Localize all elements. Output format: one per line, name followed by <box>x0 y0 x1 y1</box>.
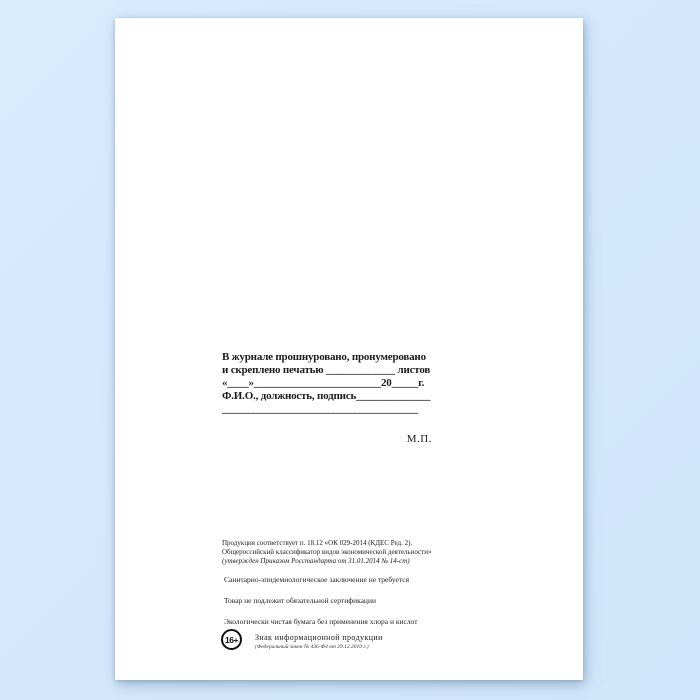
certification-block <box>222 351 438 446</box>
compliance-statement: Товар не подлежит обязательной сертификации <box>224 596 376 605</box>
compliance-statement: Санитарно-эпидемиологическое заключение не требуется <box>224 575 410 584</box>
certify-line: Ф.И.О., должность, подпись______________ <box>222 390 431 402</box>
age-rating-sublabel: (Федеральный закон № 436-ФЗ от 29.12.2010 г.) <box>255 644 369 650</box>
product-compliance-line: Продукция соответствует п. 18.12 «ОК 029-2014 (КДЕС Ред. 2). <box>222 539 413 547</box>
age-rating-text <box>255 633 383 651</box>
product-compliance-line: Общероссийский классификатор видов экономической деятельности» <box>222 548 432 556</box>
age-rating-block <box>221 629 383 651</box>
product-compliance-block <box>222 539 431 566</box>
product-compliance-line: (утвержден Приказом Росстандарта от 31.01.2014 № 14-ст) <box>222 557 410 565</box>
compliance-statement: Экологически чистая бумага без применения хлора и кислот <box>224 617 418 626</box>
age-rating-label: Знак информационной продукции <box>255 633 383 642</box>
seal-placeholder: М.П. <box>406 433 432 445</box>
certify-line: В журнале прошнуровано, пронумеровано <box>222 351 426 363</box>
age-16-badge-icon: 16+ <box>221 629 242 650</box>
certify-line: «____»________________________20_____г. <box>222 377 425 389</box>
certify-line: _____________________________________ <box>222 403 419 415</box>
document-page <box>115 18 583 680</box>
certify-line: и скреплено печатью _____________ листов <box>222 364 431 376</box>
